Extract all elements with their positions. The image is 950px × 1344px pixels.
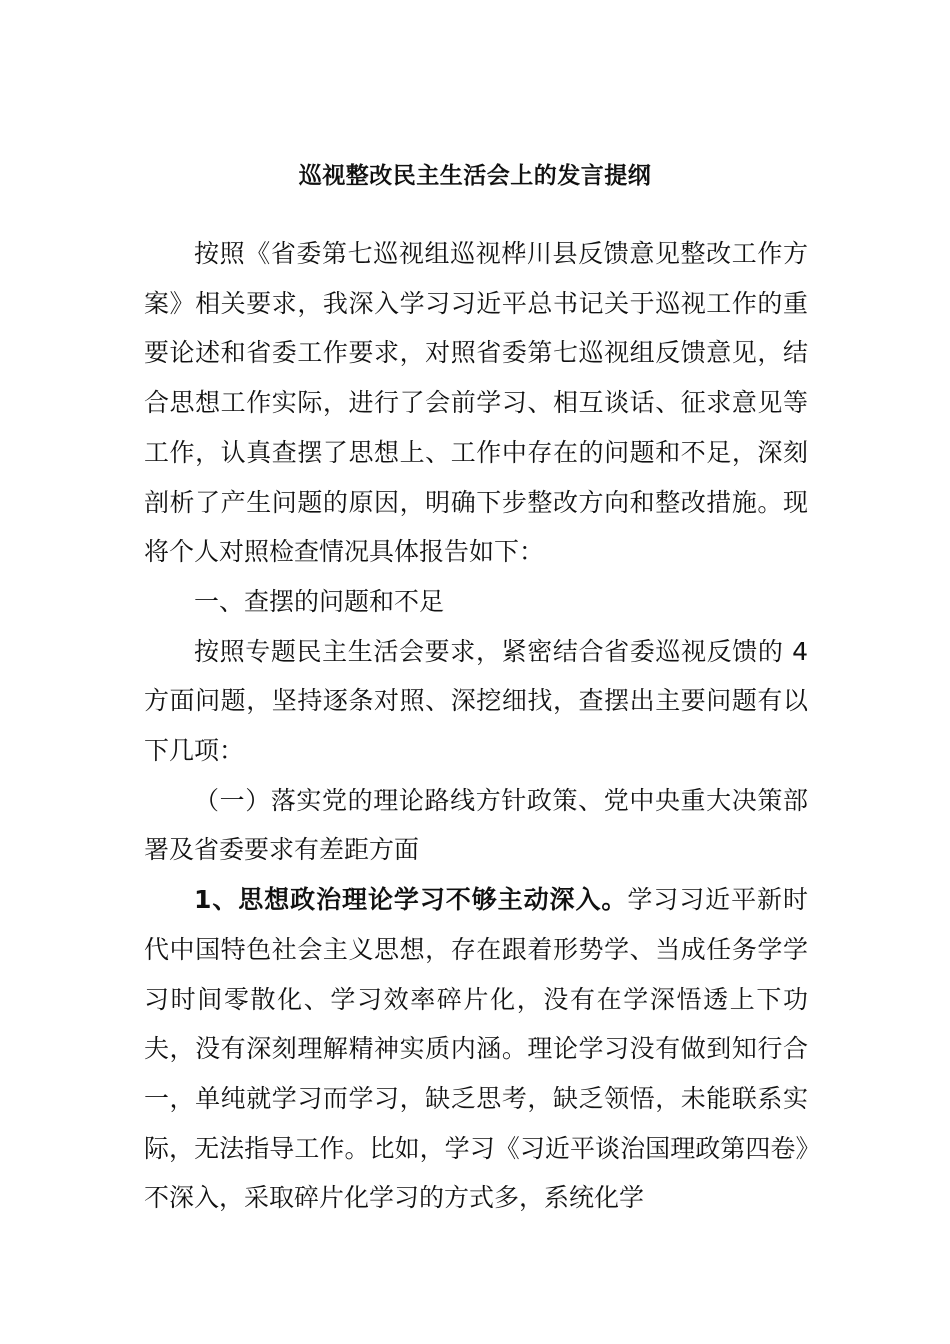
item-paragraph	[144, 875, 808, 1223]
page-title: 巡视整改民主生活会上的发言提纲	[298, 163, 652, 189]
section-heading: 一、查摆的问题和不足	[194, 586, 445, 616]
document-body	[144, 229, 808, 1223]
subsection-heading: （一）落实党的理论路线方针政策、党中央重大决策部署及省委要求有差距方面	[144, 785, 808, 865]
intro-paragraph: 按照《省委第七巡视组巡视桦川县反馈意见整改工作方案》相关要求，我深入学习习近平总书记关于巡视工作的重要论述和省委工作要求，对照省委第七巡视组反馈意见，结合思想工作实际，进行了会前学习、相互谈话、征求意见等工作，认真查摆了思想上、工作中存在的问题和不足，深刻剖析了产生问题的原因，明确下步整改方向和整改措施。现将个人对照检查情况具体报告如下：	[144, 239, 808, 567]
section-intro-paragraph: 按照专题民主生活会要求，紧密结合省委巡视反馈的 4 方面问题，坚持逐条对照、深挖细找，查摆出主要问题有以下几项：	[144, 636, 808, 766]
item-title: 1、思想政治理论学习不够主动深入。	[194, 885, 628, 915]
item-text: 学习习近平新时代中国特色社会主义思想，存在跟着形势学、当成任务学学习时间零散化、学习效率碎片化，没有在学深悟透上下功夫，没有深刻理解精神实质内涵。理论学习没有做到知行合一，单纯就学习而学习，缺乏思考，缺乏领悟，未能联系实际，无法指导工作。比如，学习《习近平谈治国理政第四卷》不深入，采取碎片化学习的方式多，系统化学	[144, 885, 808, 1213]
